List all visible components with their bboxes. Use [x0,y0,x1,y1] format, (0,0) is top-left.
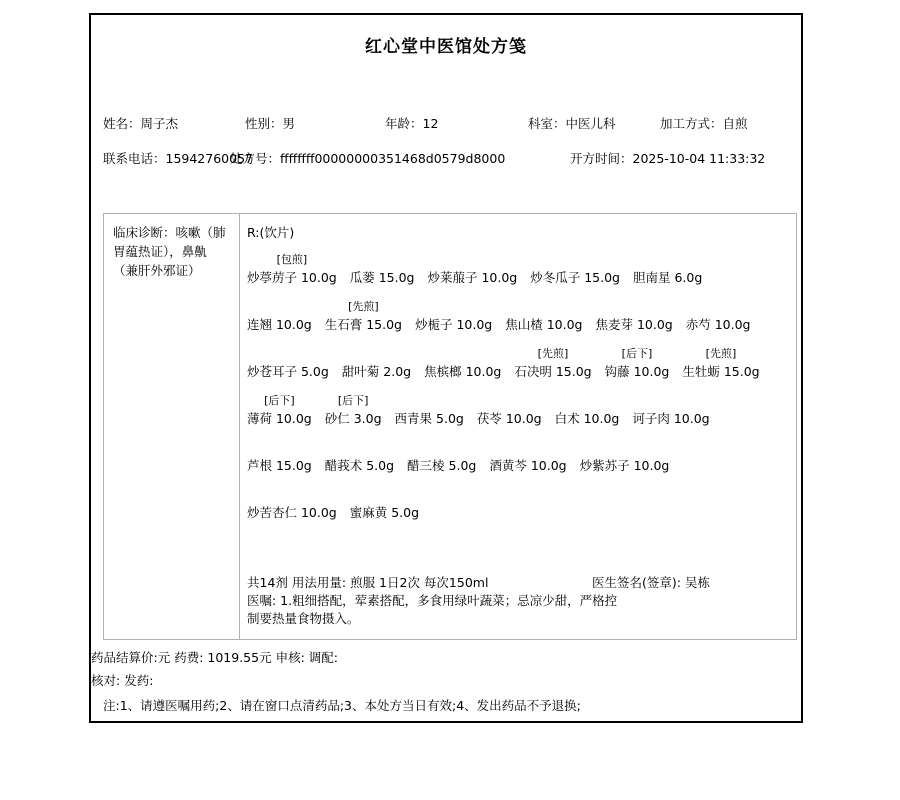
med-name-dose: 炒莱菔子 10.0g [427,270,518,285]
med-name-dose: 酒黄芩 10.0g [489,458,567,473]
decoction-annotation: [先煎] [705,347,737,360]
fee-label: 药费: 1019.55元 [174,650,272,665]
patient-age: 年龄：12 [385,116,439,131]
med-item [247,435,312,474]
med-name-dose: 炒苦杏仁 10.0g [247,505,337,520]
med-item [350,482,419,521]
med-line [247,482,792,529]
med-item [350,247,415,286]
patient-gender: 性别：男 [245,116,296,131]
med-name-dose: 醋莪术 5.0g [324,458,395,473]
decoction-annotation: [包煎] [276,253,308,266]
med-item [415,294,492,333]
med-name-dose: 白术 10.0g [554,411,620,426]
med-name-dose: 蜜麻黄 5.0g [349,505,420,520]
med-name-dose: 西青果 5.0g [394,411,464,426]
med-item [596,294,673,333]
rx-bottom-block [247,573,792,627]
med-item [247,341,329,380]
med-name-dose: 瓜蒌 15.0g [349,270,415,285]
med-item [632,388,709,427]
med-item [555,388,620,427]
med-lines [247,247,792,529]
med-name-dose: 连翘 10.0g [247,317,312,332]
rx-header: R:(饮片) [247,225,295,240]
footer-note: 注:1、请遵医嘱用药;2、请在窗口点清药品;3、本处方当日有效;4、发出药品不予退换; [103,698,581,713]
issue-label: 发药: [124,673,154,688]
decoction-annotation: [后下] [337,394,369,407]
med-item [530,247,620,286]
med-item [407,435,476,474]
settlement-row-2 [91,671,801,688]
settle-price-label: 药品结算价:元 [91,650,171,665]
med-line [247,435,792,482]
med-name-dose: 胆南星 6.0g [633,270,703,285]
settlement-row-1 [91,648,801,665]
med-name-dose: 炒苍耳子 5.0g [247,364,329,379]
med-item [514,341,591,380]
usage-row [247,573,792,591]
prescription-table [103,213,797,640]
med-item [247,482,337,521]
patient-phone: 联系电话：15942760057 [103,151,253,166]
med-name-dose: 薄荷 10.0g [247,411,312,426]
dispense-label: 调配: [308,650,338,665]
med-name-dose: 炒葶苈子 10.0g [247,270,337,285]
med-item [424,341,501,380]
med-item [325,435,394,474]
med-item [428,247,518,286]
med-item [247,247,337,286]
med-name-dose: 炒冬瓜子 15.0g [530,270,620,285]
med-item [489,435,566,474]
med-name-dose: 焦麦芽 10.0g [595,317,673,332]
med-item [342,341,411,380]
patient-info-row-2 [91,149,801,166]
med-name-dose: 钩藤 10.0g [604,364,670,379]
med-item [395,388,464,427]
med-name-dose: 炒紫苏子 10.0g [579,458,670,473]
med-item [682,341,759,380]
med-name-dose: 焦槟榔 10.0g [424,364,502,379]
review-label: 申核: [275,650,305,665]
med-name-dose: 石决明 15.0g [514,364,592,379]
decoction-annotation: [后下] [264,394,295,407]
med-name-dose: 甜叶菊 2.0g [341,364,412,379]
med-name-dose: 焦山楂 10.0g [505,317,583,332]
clinical-diagnosis: 临床诊断：咳嗽（肺胃蕴热证），鼻鼽（兼肝外邪证） [104,214,240,639]
med-line [247,294,792,341]
check-label: 核对: [91,673,121,688]
med-item [477,388,542,427]
med-item [633,247,702,286]
med-line [247,341,792,388]
processing-method: 加工方式：自煎 [660,116,748,131]
med-line [247,247,792,294]
decoction-annotation: [后下] [621,347,653,360]
med-name-dose: 生牡蛎 15.0g [682,364,760,379]
med-item [580,435,670,474]
med-name-dose: 赤芍 10.0g [685,317,751,332]
page-title: 红心堂中医馆处方笺 [365,37,527,57]
patient-name: 姓名：周子杰 [103,116,179,131]
dosage-summary: 共14剂 用法用量: 煎服 1日2次 每次150ml [247,575,489,590]
doctor-signature: 医生签名(签章): 吴栋 [592,575,710,590]
decoction-annotation: [先煎] [348,300,379,313]
med-name-dose: 生石膏 15.0g [324,317,402,332]
patient-department: 科室：中医儿科 [528,116,616,131]
medical-advice: 医嘱: 1.粗细搭配，荤素搭配，多食用绿叶蔬菜；忌凉少甜，严格控制要热量食物摄入。 [247,593,618,626]
med-item [686,294,751,333]
med-item [505,294,582,333]
med-name-dose: 炒栀子 10.0g [415,317,493,332]
issue-time: 开方时间：2025-10-04 11:33:32 [570,151,766,166]
med-item [247,294,312,333]
med-line [247,388,792,435]
med-item [325,294,402,333]
decoction-annotation: [先煎] [537,347,569,360]
med-name-dose: 芦根 15.0g [247,458,312,473]
rx-content-cell [240,214,796,639]
prescription-sheet [89,13,803,723]
patient-info-row-1 [91,114,801,131]
med-name-dose: 茯苓 10.0g [476,411,542,426]
med-item [247,388,312,427]
med-name-dose: 砂仁 3.0g [324,411,382,426]
med-item [325,388,382,427]
med-name-dose: 醋三棱 5.0g [407,458,477,473]
rx-number: 处方号：ffffffff00000000351468d0579d8000 [230,151,506,166]
med-name-dose: 诃子肉 10.0g [632,411,710,426]
med-item [605,341,670,380]
